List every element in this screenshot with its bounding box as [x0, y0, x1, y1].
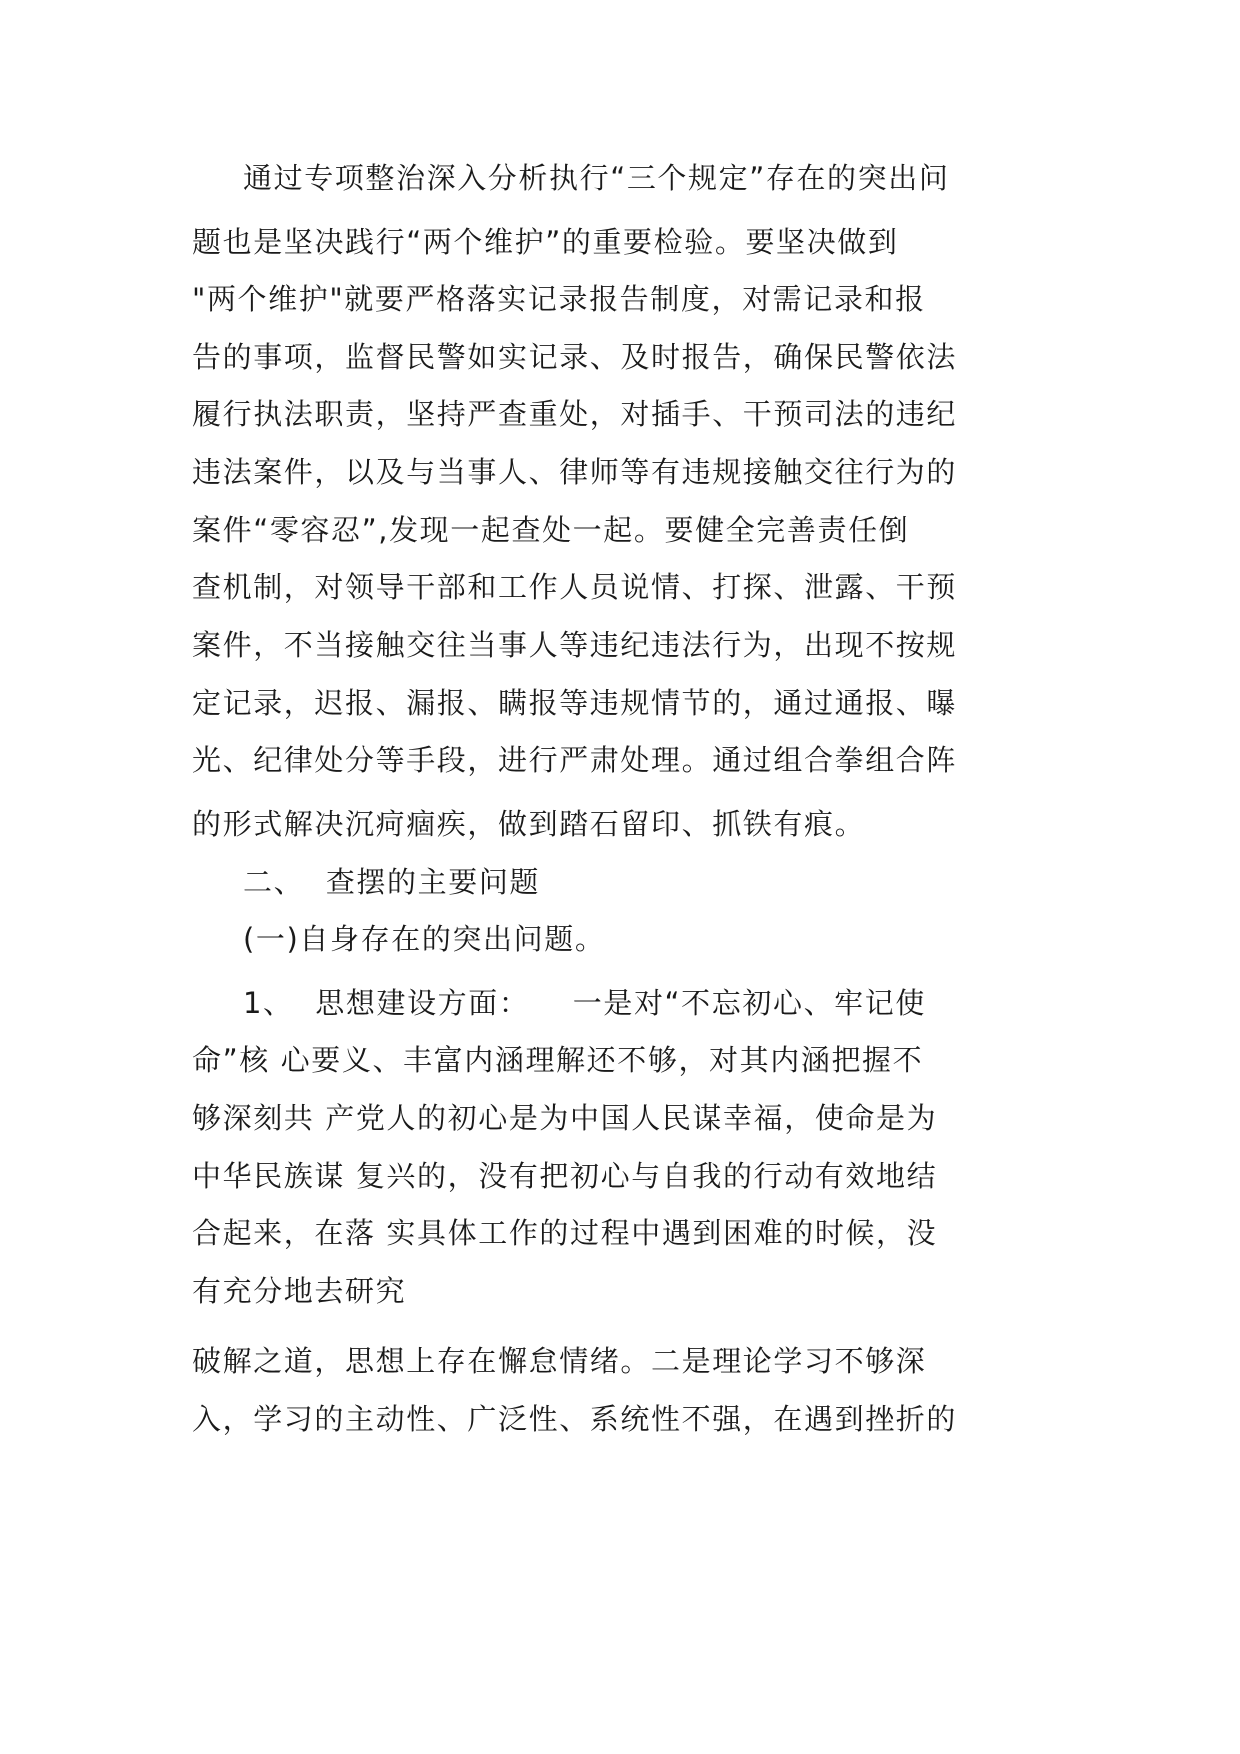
- paragraph-line-2: 题也是坚决践行“两个维护”的重要检验。要坚决做到: [192, 225, 899, 259]
- paragraph-line-17: 中华民族谋 复兴的，没有把初心与自我的行动有效地结: [192, 1159, 938, 1193]
- paragraph-line-7: 案件“零容忍”,发现一起查处一起。要健全完善责任倒: [192, 513, 910, 547]
- paragraph-line-9: 案件，不当接触交往当事人等违纪违法行为，出现不按规: [192, 628, 958, 662]
- subsection-heading: (一)自身存在的突出问题。: [243, 922, 606, 956]
- paragraph-line-19: 有充分地去研究: [192, 1274, 407, 1308]
- paragraph-line-5: 履行执法职责，坚持严查重处，对插手、干预司法的违纪: [192, 397, 958, 431]
- paragraph-line-4: 告的事项，监督民警如实记录、及时报告，确保民警依法: [192, 340, 958, 374]
- paragraph-line-21: 入，学习的主动性、广泛性、系统性不强，在遇到挫折的: [192, 1402, 958, 1436]
- paragraph-line-3: "两个维护"就要严格落实记录报告制度，对需记录和报: [192, 282, 926, 316]
- paragraph-line-18: 合起来，在落 实具体工作的过程中遇到困难的时候，没: [192, 1216, 938, 1250]
- paragraph-line-1: 通过专项整治深入分析执行“三个规定”存在的突出问: [243, 161, 950, 195]
- paragraph-line-10: 定记录，迟报、漏报、瞒报等违规情节的，通过通报、曝: [192, 686, 958, 720]
- paragraph-line-20: 破解之道，思想上存在懈怠情绪。二是理论学习不够深: [192, 1344, 927, 1378]
- paragraph-line-12: 的形式解决沉疴痼疾，做到踏石留印、抓铁有痕。: [192, 807, 866, 841]
- paragraph-line-15: 命”核 心要义、丰富内涵理解还不够，对其内涵把握不: [192, 1043, 924, 1077]
- paragraph-line-11: 光、纪律处分等手段，进行严肃处理。通过组合拳组合阵: [192, 743, 958, 777]
- paragraph-line-6: 违法案件，以及与当事人、律师等有违规接触交往行为的: [192, 455, 958, 489]
- section-heading: 二、 查摆的主要问题: [243, 865, 541, 899]
- item-heading-line: 1、 思想建设方面： 一是对“不忘初心、牢记使: [243, 986, 926, 1020]
- paragraph-line-16: 够深刻共 产党人的初心是为中国人民谋幸福，使命是为: [192, 1101, 938, 1135]
- paragraph-line-8: 查机制，对领导干部和工作人员说情、打探、泄露、干预: [192, 570, 958, 604]
